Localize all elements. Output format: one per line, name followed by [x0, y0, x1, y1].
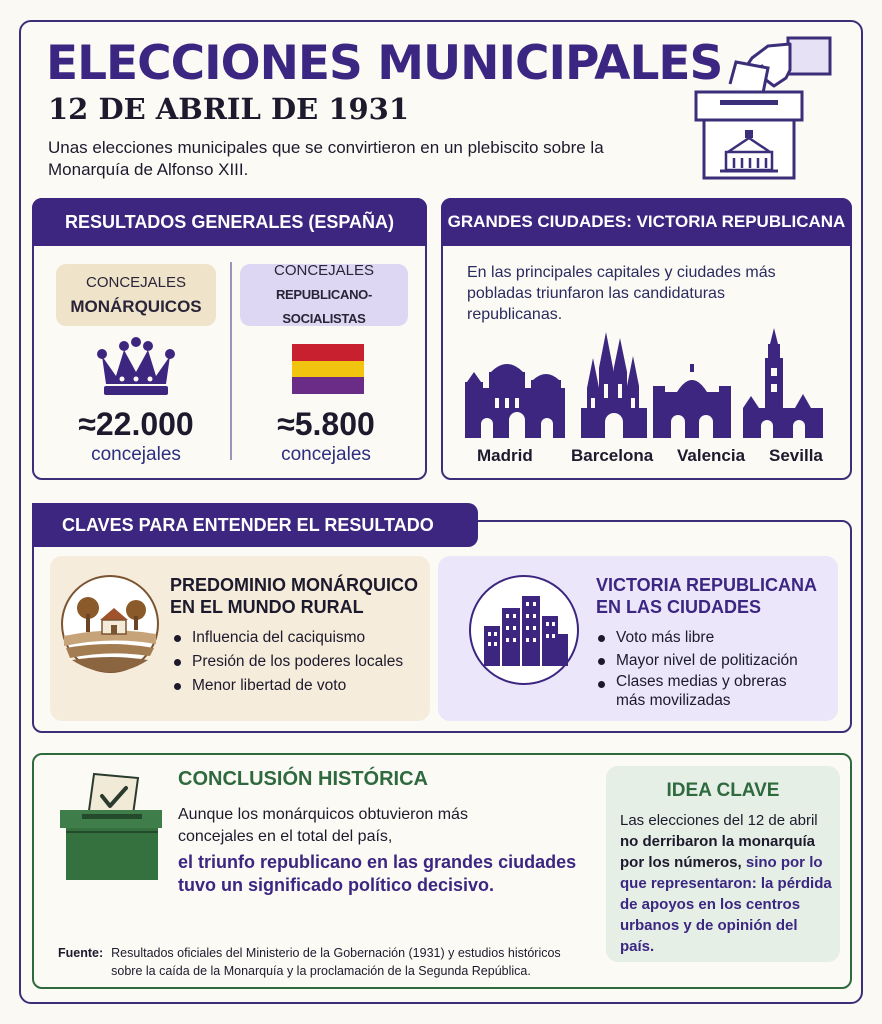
rural-title-line2: EN EL MUNDO RURAL [170, 597, 364, 617]
ballot-box-icon [690, 34, 840, 184]
crown-icon [94, 336, 178, 398]
rural-title [170, 574, 418, 618]
conclusion-text: Aunque los monárquicos obtuvieron más concejales en el total del país, [178, 806, 468, 845]
key-idea-text [620, 810, 832, 957]
intro-text: Unas elecciones municipales que se convirtieron en un plebiscito sobre la Monarquía de Alfonso XIII. [48, 138, 604, 179]
city-buildings-icon [468, 574, 580, 686]
page-title: ELECCIONES MUNICIPALES [46, 36, 723, 91]
list-item: Mayor nivel de politización [596, 649, 816, 672]
urban-card [438, 556, 838, 721]
urban-title-line2: EN LAS CIUDADES [596, 597, 762, 617]
key-idea-text-a: Las elecciones del 12 de abril [620, 812, 818, 829]
list-item: Presión de los poderes locales [172, 650, 422, 674]
list-item: Influencia del caciquismo [172, 626, 422, 650]
city-skylines-illustration [465, 328, 835, 440]
key-idea-text-c: sino por lo que representaron: la pérdida de apoyos en los centros urbanos y de opinión del país. [620, 854, 832, 955]
key-idea-text-b: no derribaron la monarquía por los números, [620, 833, 816, 871]
source-label: Fuente: [58, 946, 104, 960]
source-text: Resultados oficiales del Ministerio de la Gobernación (1931) y estudios históricos sobre la caída de la Monarquía y la proclamación de la Segunda República. [111, 946, 561, 978]
rural-title-line1: PREDOMINIO MONÁRQUICO [170, 575, 419, 595]
list-item: Menor libertad de voto [172, 674, 422, 698]
urban-title [596, 574, 817, 618]
green-ballot-box-icon [58, 770, 166, 882]
results-panel [32, 198, 427, 480]
rural-card [50, 556, 430, 721]
valencia-building-icon [653, 364, 731, 438]
republican-flag-icon [292, 344, 364, 394]
republican-label-bottom: REPUBLICANO-SOCIALISTAS [275, 287, 373, 326]
monarchist-label-top: CONCEJALES [85, 274, 187, 291]
republican-label-top: CONCEJALES [273, 262, 375, 279]
key-idea-heading: IDEA CLAVE [666, 780, 780, 801]
source-note [58, 944, 578, 980]
republican-count: ≈5.800 [277, 406, 375, 442]
urban-title-line1: VICTORIA REPUBLICANA [596, 575, 818, 595]
city-label-madrid: Madrid [477, 446, 533, 465]
urban-list [596, 626, 816, 710]
cities-text: En las principales capitales y ciudades más pobladas triunfaron las candidaturas republicanas. [467, 264, 776, 323]
republican-unit: concejales [281, 444, 371, 465]
monarchist-label-bottom: MONÁRQUICOS [70, 297, 202, 316]
city-label-sevilla: Sevilla [769, 446, 823, 465]
monarchist-label [56, 264, 216, 326]
page-date: 12 DE ABRIL DE 1931 [48, 92, 410, 126]
conclusion-heading: CONCLUSIÓN HISTÓRICA [178, 768, 428, 790]
sevilla-giralda-icon [743, 328, 823, 438]
republican-label [240, 264, 408, 326]
city-label-barcelona: Barcelona [571, 446, 654, 465]
list-item: Clases medias y obreras más movilizadas [596, 672, 816, 710]
conclusion-highlight: el triunfo republicano en las grandes ciudades tuvo un significado político decisivo. [178, 852, 577, 895]
cities-heading: GRANDES CIUDADES: VICTORIA REPUBLICANA [441, 198, 852, 246]
rural-list [172, 626, 422, 698]
results-heading: RESULTADOS GENERALES (ESPAÑA) [32, 198, 427, 246]
monarchist-unit: concejales [91, 444, 181, 465]
results-divider [230, 262, 232, 460]
cities-panel [441, 198, 852, 480]
monarchist-count: ≈22.000 [78, 406, 194, 442]
rural-landscape-icon [60, 574, 160, 674]
city-label-valencia: Valencia [677, 446, 746, 465]
key-idea-box [606, 766, 840, 962]
list-item: Voto más libre [596, 626, 816, 649]
keys-heading: CLAVES PARA ENTENDER EL RESULTADO [32, 503, 478, 547]
